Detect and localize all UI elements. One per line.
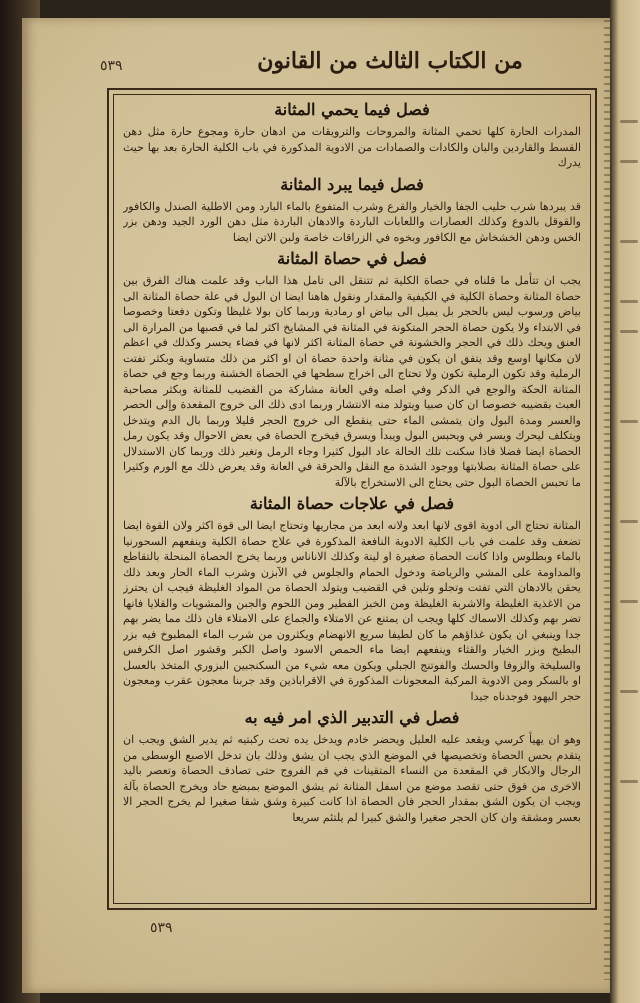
facing-page-edge <box>610 0 640 1003</box>
text-frame <box>107 88 597 910</box>
section-heading: فصل في علاجات حصاة المثانة <box>249 494 455 513</box>
section-procedure <box>123 708 581 825</box>
page-header <box>100 48 580 84</box>
text-block <box>123 98 581 900</box>
page-edge-shadow <box>604 20 610 980</box>
section-body: وهو ان يهيأ كرسي ويقعد عليه العليل ويحضر خادم ويدخل يده تحت ركبتيه ثم يدير الشق ويجب ان يتقدم بحس الحصاة وتخصيصها في الموضع الذي يجب ان يشق وذلك بان تدخل الاصبع الوسطى من الرجال والابكار في المقعدة من النساء المتقينات في فم الفروج حتى تصادف الحصاة وتعصر باليد الاخرى من فوق حتى تقصد موضع من اسفل المثانة ثم يشق الموضع بمبضع حاد ويخرج الحصاة بآلة ويجب ان يكون الشق بمقدار الحجر فان الحصاة اذا كانت كبيرة وشق شقا صغيرا لم يخرج الحجر الا بعسر ومشقة وان كان الحجر صغيرا والشق كبيرا لم يلتئم سريعا <box>123 733 581 824</box>
page-number-top: ٥٣٩ <box>100 58 123 74</box>
section-body: المثانة تحتاج الى ادوية اقوى لانها ابعد ولانه ابعد من مجاريها وتحتاج ايضا الى قوة اكثر ولان القوة ايضا تضعف وقد علمت في باب الكلية الادوية النافعة المذكورة في علاج حصاة الكلية وينفعهم السحورنيا بالماء وبطلوس واذا كانت الحصاة صغيرة او لينة وكذلك الاناناس وربما يخرج الحصاة المنحلة بالتقاطع والمداومة على المشي والرياضة ودخول الحمام والجلوس في الآبزن وشرب الماء الحار وبعد ذلك يحقن بالادهان التي تفتت وتجلو وتلين في القضيب ويتولد الحصاة من المواد الغليظة فيجب ان يحترز من الاغذية الغليظة والاشربة الغليظة ومن الخبز الفطير ومن اللحوم والجبن والمشويات والقلايا فانها تضر بهم وكذلك الاسماك كلها ويجب ان يمتنع عن الامتلاء والجماع على الامتلاء فان ذلك مما يضر بهم جدا وينبغي ان يكون غذاؤهم ما كان لطيفا سريع الانهضام ويكثرون من شرب الماء المطبوخ فيه بزر البطيخ وبزر الخيار والقثاء وينفعهم ايضا ماء الحمص الاسود واصل الكبر وقشور اصل الكرفس والسليخة والزوفا والحسك والفوتنج الجبلي ويكون معه شيء من السكنجبين البزوري المتخذ بالعسل او بالسكر ومن الادوية المركبة المعجونات المذكورة في الاقراباذين وقد جربنا معجون عقرب ومعجون حجر اليهود فوجدناه جيدا <box>123 519 581 703</box>
section-cooling-bladder <box>123 175 581 246</box>
section-warming-bladder <box>123 100 581 171</box>
section-heading: فصل في التدبير الذي امر فيه به <box>244 708 460 727</box>
section-heading: فصل في حصاة المثانة <box>277 249 427 268</box>
section-heading: فصل فيما يحمي المثانة <box>274 100 430 119</box>
page-number-bottom: ٥٣٩ <box>150 920 173 936</box>
running-title: من الكتاب الثالث من القانون <box>257 48 523 74</box>
section-stone-treatments <box>123 494 581 704</box>
section-heading: فصل فيما يبرد المثانة <box>280 174 424 194</box>
section-body: يجب ان تتأمل ما قلناه في حصاة الكلية ثم تتنقل الى تامل هذا الباب وقد علمت هناك الفرق بين حصاة المثانة وحصاة الكلية في الكيفية والمقدار ونقول هاهنا ايضا ان البول في علة حصاة المثانة الى بياض ورسوب ليس بالحجر بل يميل الى بياض او رمادية وربما كان بولا غليظا وتكون دفعتا وخصوصا في الابتداء ولا يكون حصاة الحجر المتكونة في المثانة في المشايخ اكثر لما في قصبها من المرارة الى العنق ويحك ذلك في الحجر والخشونة في حصاة المثانة اكثر لانها في فضاء يحسر وكذلك في اعظم لان مكانها اوسع وقد يتفق ان يكون في مثانة واحدة حصاة ان او اكثر من ذلك متساوية وبكثر تفتت الرملية وقد تكون الرملية تكون ولا تحتاج الى اخراج سطحها في الحصاة الخشنة وربما وجع في حصاة المثانة الحكة والوجع في الذكر وفي اصله وفي العانة مشاركة من القضيب للمثانة وبكثر مصاحبة العبث بقضيبه خصوصا ان كان صبيا ويتولد منه الانتشار وربما ادى ذلك الى خروج المقعدة وإلى الحصر والعسر ومدة البول وان يتمشى الماء حتى ينقطع الى خروج الحجر قليلا وربما بال الدم ويتدخل ويتكلف ليحرك ويسر في ويحبس البول ويبدأ ويسرق فيخرج الحصاة في بعض الاحوال وقد يكون رمل الحصاة ايضا فضلا فاذا سكنت تلك الحالة عاد البول كثيرا وجاء الرمل وتغير ذلك وربما كان الاستدلال على حصاة المثانة بصلابتها ووجود الشدة مع النقل والحرقة في العانة وقد يعرض ذلك مع الورم وكثيرا ما تحبس الحصاة البول حتى يحتاج الى الاستخراج بالآلة <box>123 274 581 489</box>
section-body: المدرات الحارة كلها تحمي المثانة والمروحات والترويقات من ادهان حارة ومجوع حارة مثل دهن القسط والقاردين والبان والكادات والصمادات من الادوية المذكورة في باب الكلية الحارة بعد بها حيث يدرك <box>123 125 581 169</box>
section-body: قد يبردها شرب حليب الجفا والخيار والقرع وشرب المتفوع بالماء البارد ومن الاطلية الصندل والكافور والقوقل بالدوع وكذلك العصارات واللعابات الباردة والادهان الباردة مثل دهن الورد الجيد ودهن بزر الخس ودهن الخشخاش مع الكافور وبخوه في الزراقات خاصة ولبن الاتن ايضا <box>123 199 581 244</box>
section-bladder-stones <box>123 249 581 490</box>
